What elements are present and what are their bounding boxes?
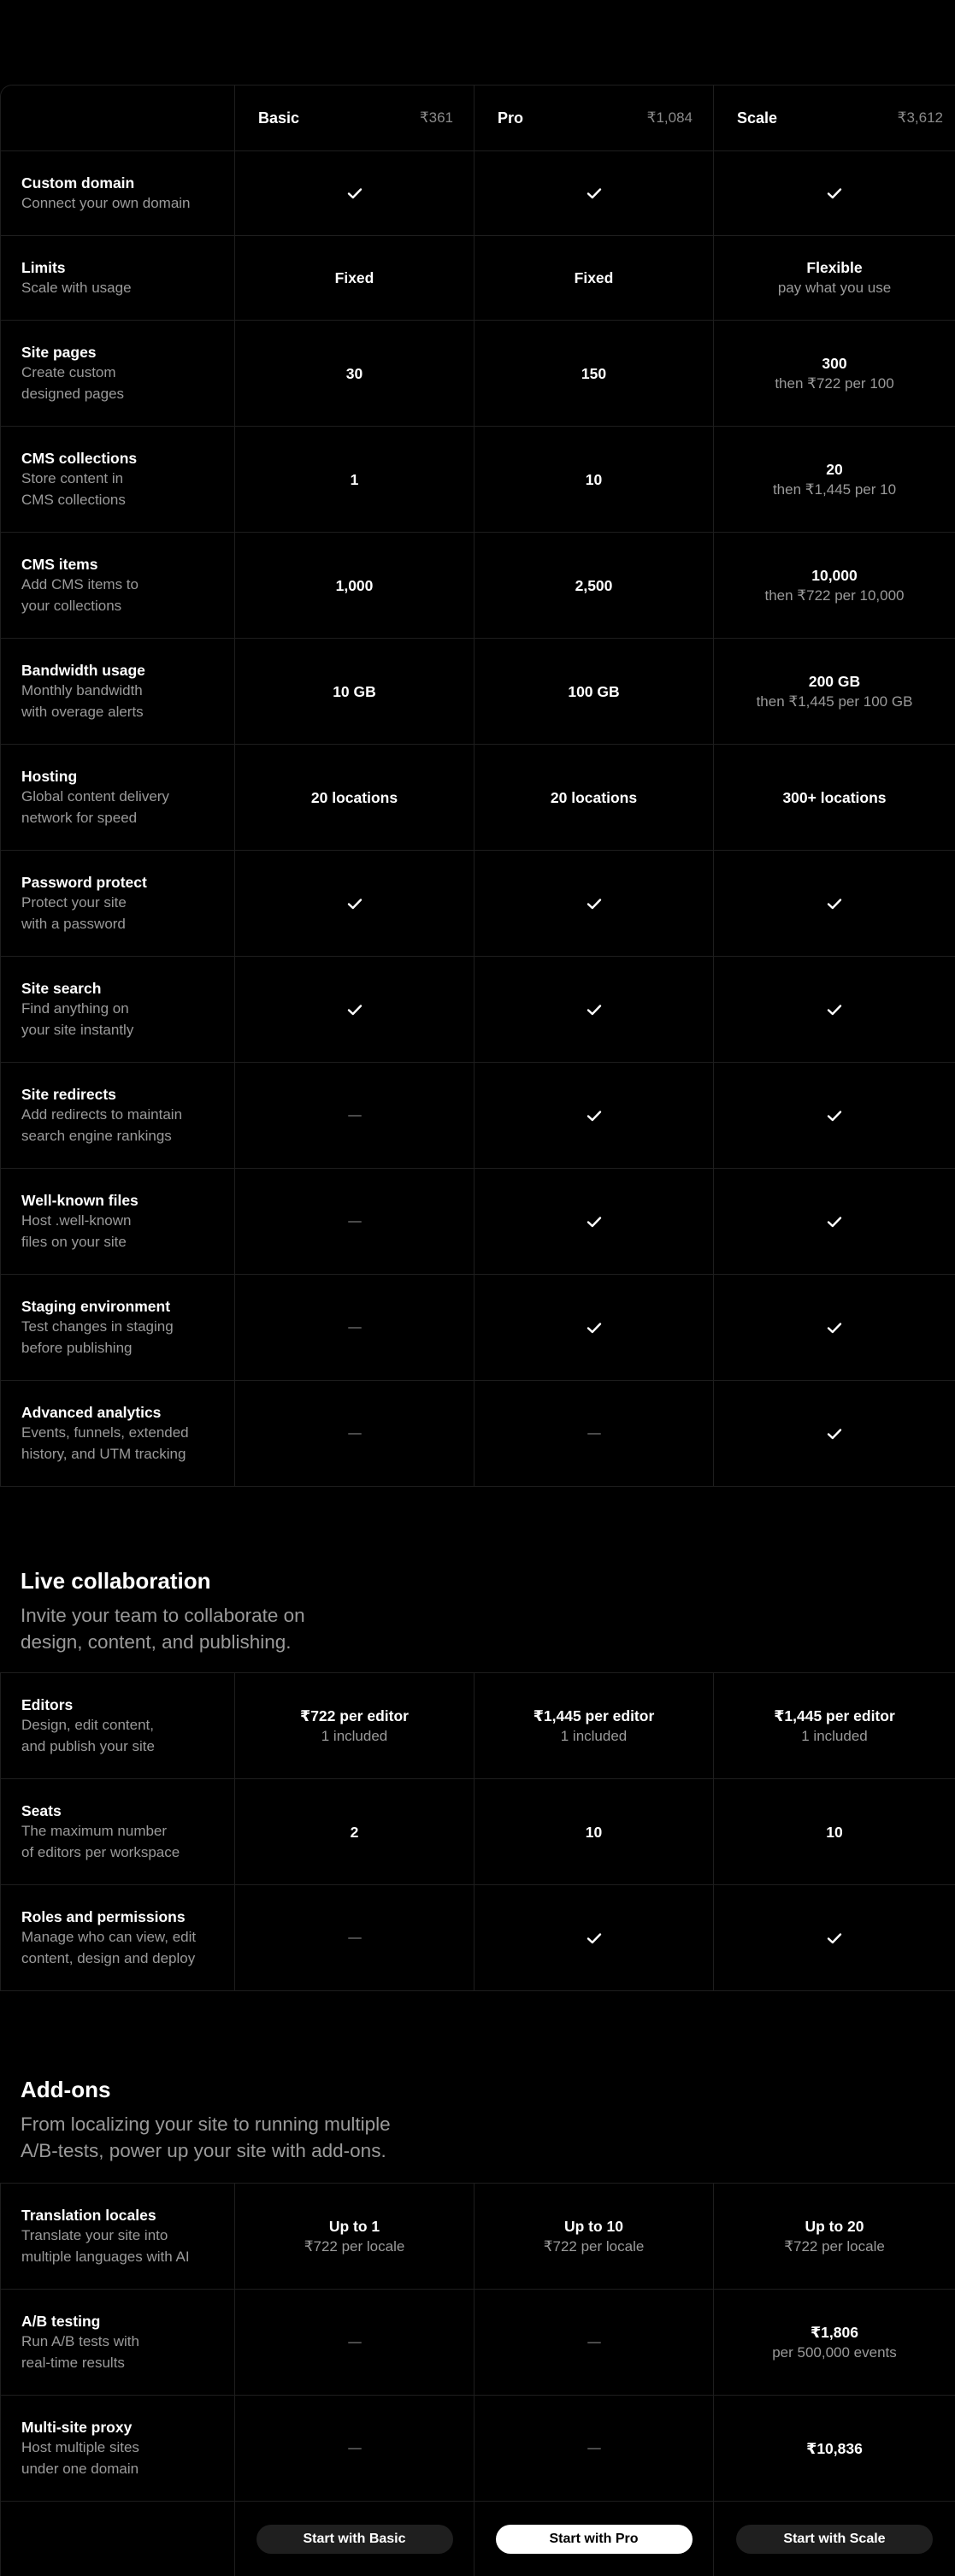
feature-row: [1, 533, 955, 639]
check-icon: [587, 187, 602, 199]
value-main: 20: [826, 460, 843, 478]
value-main: ₹722 per editor: [300, 1707, 409, 1724]
feature-row: [1, 151, 955, 236]
feature-row: [1, 2290, 955, 2396]
section-title: Add-ons: [21, 2077, 111, 2102]
check-icon: [587, 1004, 602, 1016]
plan-header-basic: [235, 85, 475, 150]
value-main: 300: [822, 354, 847, 372]
feature-value-cell: [714, 1275, 955, 1380]
feature-label-cell: [1, 236, 235, 320]
feature-value-cell: [714, 533, 955, 638]
value-sub: pay what you use: [777, 280, 892, 296]
feature-title: Site redirects: [21, 1086, 116, 1103]
feature-description: Host multiple sites under one domain: [21, 2439, 139, 2477]
feature-value-cell: [235, 1673, 475, 1778]
plan-price: ₹3,612: [897, 109, 943, 126]
feature-title: Custom domain: [21, 174, 135, 192]
collab-section-header: [21, 1566, 305, 1655]
feature-value-cell: [475, 1169, 714, 1274]
start-scale-button[interactable]: Start with Scale: [736, 2525, 933, 2554]
feature-title: Site search: [21, 980, 102, 997]
feature-value-cell: [714, 2184, 955, 2289]
feature-title: A/B testing: [21, 2313, 101, 2330]
value-main: 10: [585, 470, 603, 488]
feature-row: [1, 745, 955, 851]
value-sub: then ₹1,445 per 100 GB: [756, 693, 913, 710]
cta-row: [1, 2502, 955, 2576]
feature-label-cell: [1, 533, 235, 638]
feature-value-cell: [475, 321, 714, 426]
feature-value-cell: [235, 1063, 475, 1168]
value-sub: then ₹722 per 100: [775, 374, 894, 392]
feature-label-cell: [1, 2396, 235, 2501]
value-main: ₹1,445 per editor: [533, 1707, 655, 1724]
check-icon: [587, 1216, 602, 1228]
dash-icon: [348, 2342, 362, 2343]
feature-description: Add redirects to maintain search engine rankings: [21, 1106, 183, 1144]
feature-label-cell: [1, 1779, 235, 1884]
feature-description: Connect your own domain: [21, 194, 191, 211]
value-main: 1: [350, 470, 359, 488]
feature-value-cell: [714, 1063, 955, 1168]
cta-cell-scale: [714, 2502, 955, 2576]
feature-value-cell: [475, 427, 714, 532]
section-title: Live collaboration: [21, 1568, 211, 1594]
feature-value-cell: [235, 533, 475, 638]
check-icon: [347, 1004, 363, 1016]
feature-title: Editors: [21, 1696, 74, 1713]
feature-title: Roles and permissions: [21, 1908, 186, 1925]
feature-value-cell: [714, 1885, 955, 1990]
feature-title: Staging environment: [21, 1298, 171, 1315]
feature-value-cell: [714, 745, 955, 850]
cta-spacer-cell: [1, 2502, 235, 2576]
feature-value-cell: [235, 1885, 475, 1990]
feature-row: [1, 1063, 955, 1169]
value-main: 1,000: [335, 576, 374, 594]
start-basic-button[interactable]: Start with Basic: [256, 2525, 453, 2554]
check-icon: [827, 1216, 842, 1228]
value-main: ₹1,806: [811, 2323, 858, 2341]
plan-header-scale: [714, 85, 955, 150]
feature-label-cell: [1, 427, 235, 532]
feature-description: Events, funnels, extended history, and UTM tracking: [21, 1424, 189, 1462]
feature-value-cell: [714, 639, 955, 744]
feature-value-cell: [475, 2396, 714, 2501]
section-description: From localizing your site to running multiple A/B-tests, power up your site with add-ons.: [21, 2113, 391, 2161]
feature-title: Limits: [21, 258, 66, 276]
feature-value-cell: [475, 151, 714, 235]
check-icon: [827, 1110, 842, 1122]
feature-label-cell: [1, 1063, 235, 1168]
check-icon: [827, 1322, 842, 1334]
value-main: 2: [350, 1823, 359, 1841]
value-main: 150: [581, 364, 607, 382]
plan-name: Basic: [258, 109, 300, 127]
value-main: 20 locations: [310, 788, 398, 806]
feature-value-cell: [475, 2290, 714, 2395]
feature-row: [1, 1779, 955, 1885]
feature-value-cell: [235, 639, 475, 744]
plans-header-row: [1, 85, 955, 151]
plans-comparison-table: [0, 85, 955, 1487]
feature-label-cell: [1, 1169, 235, 1274]
feature-description: Test changes in staging before publishing: [21, 1318, 174, 1356]
plan-name: Scale: [737, 109, 778, 127]
value-sub: then ₹1,445 per 10: [772, 480, 897, 498]
check-icon: [587, 1110, 602, 1122]
value-main: 10,000: [811, 566, 858, 584]
check-icon: [827, 1932, 842, 1944]
feature-value-cell: [714, 1169, 955, 1274]
feature-label-cell: [1, 745, 235, 850]
feature-value-cell: [475, 236, 714, 320]
value-main: ₹10,836: [806, 2439, 863, 2457]
plan-price: ₹361: [419, 109, 453, 126]
feature-row: [1, 1885, 955, 1991]
collab-table: [0, 1672, 955, 1991]
value-main: Up to 20: [805, 2217, 864, 2235]
feature-title: Password protect: [21, 874, 147, 891]
start-pro-button[interactable]: Start with Pro: [496, 2525, 693, 2554]
feature-description: Monthly bandwidth with overage alerts: [21, 682, 144, 720]
feature-description: Design, edit content, and publish your site: [21, 1717, 155, 1754]
feature-row: [1, 1381, 955, 1487]
feature-value-cell: [235, 1779, 475, 1884]
feature-value-cell: [235, 1169, 475, 1274]
feature-label-cell: [1, 1275, 235, 1380]
feature-description: The maximum number of editors per workspace: [21, 1823, 180, 1860]
value-main: 30: [345, 364, 363, 382]
dash-icon: [348, 1327, 362, 1329]
dash-icon: [348, 1221, 362, 1223]
feature-value-cell: [235, 2290, 475, 2395]
feature-row: [1, 851, 955, 957]
value-sub: 1 included: [560, 1727, 628, 1744]
value-sub: 1 included: [321, 1727, 388, 1744]
feature-description: Add CMS items to your collections: [21, 576, 139, 614]
value-main: 10: [826, 1823, 843, 1841]
value-main: 10: [585, 1823, 603, 1841]
feature-value-cell: [235, 2184, 475, 2289]
value-main: 2,500: [575, 576, 613, 594]
check-icon: [347, 187, 363, 199]
value-sub: 1 included: [801, 1727, 868, 1744]
feature-row: [1, 1169, 955, 1275]
dash-icon: [348, 1433, 362, 1435]
feature-description: Store content in CMS collections: [21, 470, 126, 508]
feature-value-cell: [235, 427, 475, 532]
feature-description: Scale with usage: [21, 279, 132, 296]
feature-label-cell: [1, 1381, 235, 1486]
value-main: Up to 1: [328, 2217, 380, 2235]
value-sub: ₹722 per locale: [784, 2237, 885, 2255]
value-main: Fixed: [574, 269, 614, 286]
value-sub: per 500,000 events: [772, 2343, 897, 2361]
feature-value-cell: [235, 1381, 475, 1486]
feature-row: [1, 1673, 955, 1779]
feature-value-cell: [475, 1885, 714, 1990]
feature-title: Advanced analytics: [21, 1404, 162, 1421]
check-icon: [827, 1004, 842, 1016]
check-icon: [587, 1322, 602, 1334]
plan-name: Pro: [498, 109, 524, 127]
section-description: Invite your team to collaborate on design, content, and publishing.: [21, 1605, 305, 1653]
dash-icon: [348, 1115, 362, 1117]
check-icon: [587, 1932, 602, 1944]
feature-value-cell: [714, 2290, 955, 2395]
addons-body: [1, 2184, 955, 2502]
feature-label-cell: [1, 851, 235, 956]
feature-description: Global content delivery network for speed: [21, 788, 169, 826]
addons-section-header: [21, 2075, 391, 2164]
feature-row: [1, 236, 955, 321]
feature-description: Run A/B tests with real-time results: [21, 2333, 139, 2371]
header-spacer-cell: [1, 85, 235, 150]
feature-value-cell: [475, 639, 714, 744]
feature-title: Bandwidth usage: [21, 662, 145, 679]
feature-value-cell: [714, 427, 955, 532]
check-icon: [827, 1428, 842, 1440]
feature-value-cell: [475, 1275, 714, 1380]
feature-value-cell: [235, 851, 475, 956]
value-main: Flexible: [806, 259, 863, 276]
feature-label-cell: [1, 2290, 235, 2395]
feature-row: [1, 2396, 955, 2502]
feature-value-cell: [475, 745, 714, 850]
feature-description: Create custom designed pages: [21, 364, 125, 402]
dash-icon: [348, 1937, 362, 1939]
feature-value-cell: [714, 236, 955, 320]
feature-value-cell: [714, 957, 955, 1062]
cta-cell-basic: [235, 2502, 475, 2576]
value-sub: then ₹722 per 10,000: [764, 587, 905, 604]
feature-row: [1, 639, 955, 745]
value-main: Fixed: [334, 269, 374, 286]
check-icon: [587, 898, 602, 910]
value-sub: ₹722 per locale: [543, 2237, 645, 2255]
feature-row: [1, 2184, 955, 2290]
check-icon: [827, 187, 842, 199]
feature-title: Hosting: [21, 768, 78, 785]
feature-value-cell: [714, 1381, 955, 1486]
feature-label-cell: [1, 957, 235, 1062]
features-body: [1, 151, 955, 1487]
dash-icon: [348, 2448, 362, 2449]
feature-label-cell: [1, 2184, 235, 2289]
feature-title: Well-known files: [21, 1192, 139, 1209]
feature-row: [1, 321, 955, 427]
feature-value-cell: [714, 851, 955, 956]
feature-description: Find anything on your site instantly: [21, 1000, 134, 1038]
dash-icon: [587, 2342, 601, 2343]
feature-value-cell: [475, 957, 714, 1062]
value-sub: ₹722 per locale: [304, 2237, 405, 2255]
feature-title: CMS items: [21, 556, 98, 573]
feature-value-cell: [235, 745, 475, 850]
collab-body: [1, 1673, 955, 1991]
feature-value-cell: [235, 2396, 475, 2501]
feature-value-cell: [475, 1381, 714, 1486]
value-main: 20 locations: [550, 788, 638, 806]
feature-title: Seats: [21, 1802, 62, 1819]
feature-title: Translation locales: [21, 2207, 156, 2224]
feature-description: Translate your site into multiple languages with AI: [21, 2227, 190, 2265]
value-main: 10 GB: [333, 682, 376, 700]
plan-price: ₹1,084: [646, 109, 693, 126]
feature-title: CMS collections: [21, 450, 138, 467]
cta-cell-pro: [475, 2502, 714, 2576]
feature-row: [1, 1275, 955, 1381]
feature-value-cell: [475, 1779, 714, 1884]
plan-header-pro: [475, 85, 714, 150]
feature-value-cell: [475, 1063, 714, 1168]
feature-label-cell: [1, 151, 235, 235]
value-main: 200 GB: [808, 672, 861, 690]
feature-row: [1, 427, 955, 533]
feature-value-cell: [475, 1673, 714, 1778]
feature-value-cell: [714, 1673, 955, 1778]
feature-value-cell: [475, 533, 714, 638]
feature-value-cell: [475, 851, 714, 956]
value-main: 100 GB: [568, 682, 620, 700]
feature-label-cell: [1, 321, 235, 426]
feature-value-cell: [235, 151, 475, 235]
feature-row: [1, 957, 955, 1063]
feature-value-cell: [714, 2396, 955, 2501]
feature-value-cell: [714, 1779, 955, 1884]
feature-description: Host .well-known files on your site: [21, 1212, 132, 1250]
value-main: ₹1,445 per editor: [774, 1707, 895, 1724]
feature-label-cell: [1, 1885, 235, 1990]
feature-description: Manage who can view, edit content, design and deploy: [21, 1929, 197, 1966]
value-main: 300+ locations: [782, 788, 887, 806]
feature-title: Site pages: [21, 344, 97, 361]
feature-label-cell: [1, 639, 235, 744]
addons-table: [0, 2183, 955, 2576]
dash-icon: [587, 1433, 601, 1435]
feature-label-cell: [1, 1673, 235, 1778]
dash-icon: [587, 2448, 601, 2449]
feature-value-cell: [235, 957, 475, 1062]
check-icon: [347, 898, 363, 910]
feature-value-cell: [714, 321, 955, 426]
feature-description: Protect your site with a password: [21, 894, 127, 932]
feature-value-cell: [235, 1275, 475, 1380]
value-main: Up to 10: [563, 2217, 624, 2235]
feature-value-cell: [714, 151, 955, 235]
feature-value-cell: [235, 236, 475, 320]
feature-value-cell: [475, 2184, 714, 2289]
feature-value-cell: [235, 321, 475, 426]
feature-title: Multi-site proxy: [21, 2419, 133, 2436]
check-icon: [827, 898, 842, 910]
